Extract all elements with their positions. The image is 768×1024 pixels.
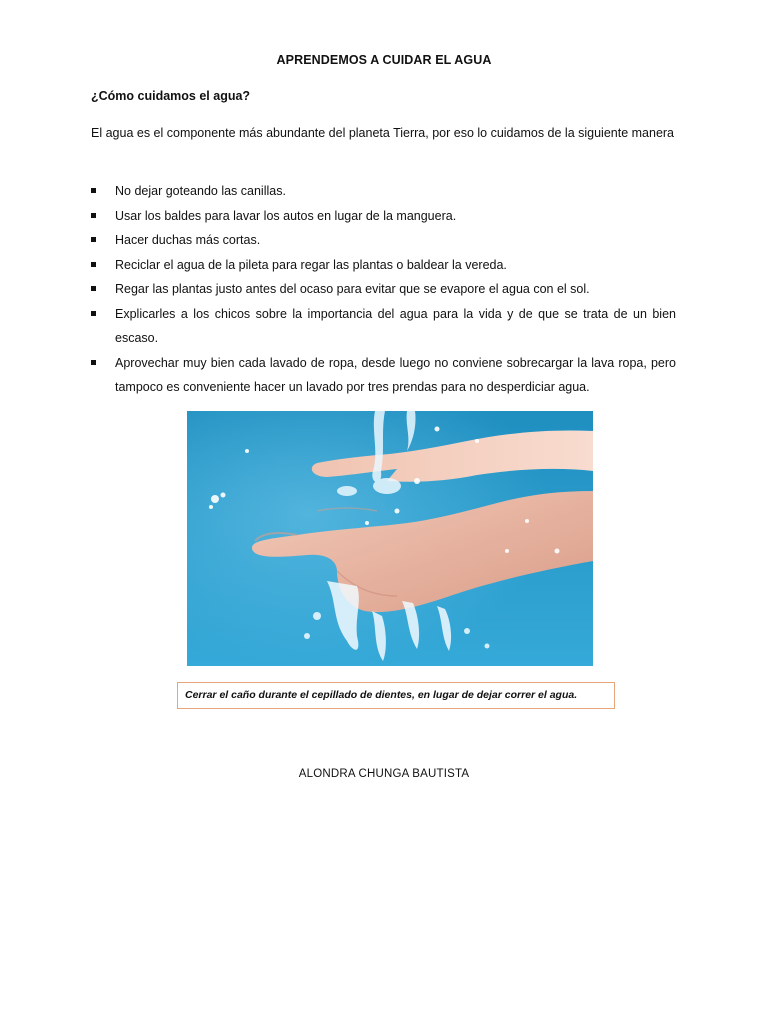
list-item	[91, 179, 676, 204]
list-item-text: No dejar goteando las canillas.	[115, 184, 286, 198]
photo-caption	[177, 682, 615, 709]
list-item	[91, 302, 676, 351]
list-item-text: Explicarles a los chicos sobre la importancia del agua para la vida y de que se trata de un bien escaso.	[115, 306, 676, 345]
list-item-text: Reciclar el agua de la pileta para regar las plantas o baldear la vereda.	[115, 257, 507, 272]
square-bullet-icon	[91, 237, 96, 242]
square-bullet-icon	[91, 286, 96, 291]
square-bullet-icon	[91, 213, 96, 218]
square-bullet-icon	[91, 188, 96, 193]
section-question: ¿Cómo cuidamos el agua?	[91, 89, 251, 103]
square-bullet-icon	[91, 360, 96, 365]
hands-water-illustration	[187, 411, 593, 666]
list-item-text: Hacer duchas más cortas.	[115, 233, 261, 247]
caption-text: Cerrar el caño durante el cepillado de dientes, en lugar de dejar correr el agua.	[185, 689, 578, 701]
author-name: ALONDRA CHUNGA BAUTISTA	[298, 768, 470, 780]
intro-paragraph: El agua es el componente más abundante del planeta Tierra, por eso lo cuidamos de la siguiente manera	[91, 126, 675, 140]
list-item	[91, 277, 676, 302]
list-item-text: Usar los baldes para lavar los autos en lugar de la manguera.	[115, 208, 457, 223]
list-item-text: Aprovechar muy bien cada lavado de ropa, desde luego no conviene sobrecargar la lava ropa, pero tampoco es conveniente hacer un lavado por tres prendas para no desperdiciar agua.	[115, 355, 676, 394]
list-item	[91, 204, 676, 229]
list-item-text: Regar las plantas justo antes del ocaso para evitar que se evapore el agua con el sol.	[115, 282, 590, 296]
document-title: APRENDEMOS A CUIDAR EL AGUA	[276, 53, 492, 67]
list-item	[91, 351, 676, 400]
square-bullet-icon	[91, 262, 96, 267]
square-bullet-icon	[91, 311, 96, 316]
hands-water-photo	[187, 411, 593, 666]
list-item	[91, 253, 676, 278]
tips-list	[91, 179, 676, 400]
list-item	[91, 228, 676, 253]
